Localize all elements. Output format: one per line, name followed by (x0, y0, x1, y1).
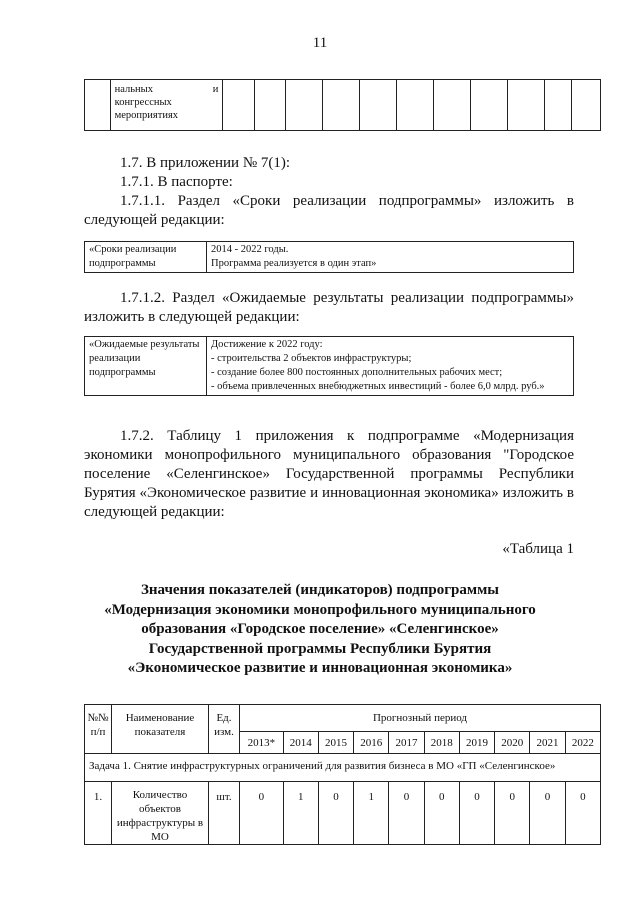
value-cell: 0 (318, 782, 353, 845)
year-cell: 2013* (240, 732, 284, 754)
year-cell: 2020 (495, 732, 530, 754)
empty-cell (572, 80, 601, 131)
empty-cell (544, 80, 572, 131)
empty-cell (507, 80, 544, 131)
paragraph-1-7-2: 1.7.2. Таблицу 1 приложения к подпрограмме «Модернизация экономики монопрофильного муниципального образования "Городское поселение «Селенгинское» Государственной программы Республики Бурятия «Экономическое развитие и инновационная экономика» изложить в следующей редакции: (84, 428, 574, 520)
header-indicator-name: Наименование показателя (112, 705, 209, 754)
terms-label: «Сроки реализации подпрограммы (85, 242, 207, 273)
terms-value (207, 242, 574, 273)
year-cell: 2022 (565, 732, 600, 754)
empty-cell (396, 80, 433, 131)
title-line-1: Значения показателей (индикаторов) подпрограммы (140, 582, 500, 598)
value-cell: 0 (424, 782, 459, 845)
empty-cell (85, 80, 111, 131)
continuation-label-cell (110, 80, 223, 131)
year-cell: 2016 (354, 732, 389, 754)
empty-cell (322, 80, 359, 131)
label-line-3: мероприятиях (114, 110, 179, 121)
empty-cell (223, 80, 254, 131)
title-line-4: Государственной программы Республики Бурятия (148, 640, 492, 657)
paragraph-1-7: 1.7. В приложении № 7(1): (120, 155, 291, 171)
terms-value-line-1: 2014 - 2022 годы. (211, 244, 289, 255)
label-line-1-left: нальных (114, 84, 153, 95)
year-cell: 2014 (283, 732, 318, 754)
year-cell: 2021 (530, 732, 565, 754)
label-line-1-right: и (212, 84, 219, 95)
terms-table (84, 241, 574, 273)
title-line-3: образования «Городское поселение» «Селенгинское» (141, 621, 499, 637)
results-value (207, 337, 574, 396)
table-title (0, 581, 640, 679)
value-cell: 0 (389, 782, 424, 845)
value-cell: 0 (530, 782, 565, 845)
title-line-5: «Экономическое развитие и инновационная экономика» (127, 660, 513, 676)
results-value-line-2: - строительства 2 объектов инфраструктуры; (211, 353, 412, 364)
row-number: 1. (85, 782, 112, 845)
unit-value: шт. (209, 782, 240, 845)
year-cell: 2017 (389, 732, 424, 754)
table-reference: «Таблица 1 (502, 541, 574, 557)
value-cell: 0 (240, 782, 284, 845)
empty-cell (286, 80, 323, 131)
indicator-name: Количество объектов инфраструктуры в МО (112, 782, 209, 845)
value-cell: 1 (354, 782, 389, 845)
empty-cell (433, 80, 470, 131)
empty-cell (359, 80, 396, 131)
results-table (84, 336, 574, 396)
label-line-1 (115, 83, 219, 96)
results-label: «Ожидаемые результаты реализации подпрограммы (85, 337, 207, 396)
results-value-line-4: - объема привлеченных внебюджетных инвестиций - более 6,0 млрд. руб.» (211, 381, 545, 392)
value-cell: 1 (283, 782, 318, 845)
empty-cell (470, 80, 507, 131)
paragraph-1-7-1-1: 1.7.1.1. Раздел «Сроки реализации подпрограммы» изложить в следующей редакции: (84, 193, 574, 228)
value-cell: 0 (495, 782, 530, 845)
page-number: 11 (312, 35, 328, 51)
value-cell: 0 (459, 782, 494, 845)
year-cell: 2015 (318, 732, 353, 754)
indicators-table (84, 704, 601, 845)
paragraph-1-7-1-2: 1.7.1.2. Раздел «Ожидаемые результаты реализации подпрограммы» изложить в следующей редакции: (84, 290, 574, 325)
value-cell: 0 (565, 782, 600, 845)
header-number: №№ п/п (85, 705, 112, 754)
title-line-2: «Модернизация экономики монопрофильного муниципального (104, 601, 536, 618)
terms-value-line-2: Программа реализуется в один этап» (211, 258, 377, 269)
results-value-line-3: - создание более 800 постоянных дополнительных рабочих мест; (211, 367, 503, 378)
continuation-table (84, 79, 601, 131)
label-line-2: конгрессных (114, 97, 172, 108)
empty-cell (254, 80, 285, 131)
header-unit: Ед. изм. (209, 705, 240, 754)
results-value-line-1: Достижение к 2022 году: (211, 339, 323, 350)
paragraph-1-7-1: 1.7.1. В паспорте: (120, 174, 233, 190)
task-row: Задача 1. Снятие инфраструктурных ограничений для развития бизнеса в МО «ГП «Селенгинское» (85, 754, 601, 782)
header-forecast-period: Прогнозный период (240, 705, 601, 732)
year-cell: 2018 (424, 732, 459, 754)
year-cell: 2019 (459, 732, 494, 754)
